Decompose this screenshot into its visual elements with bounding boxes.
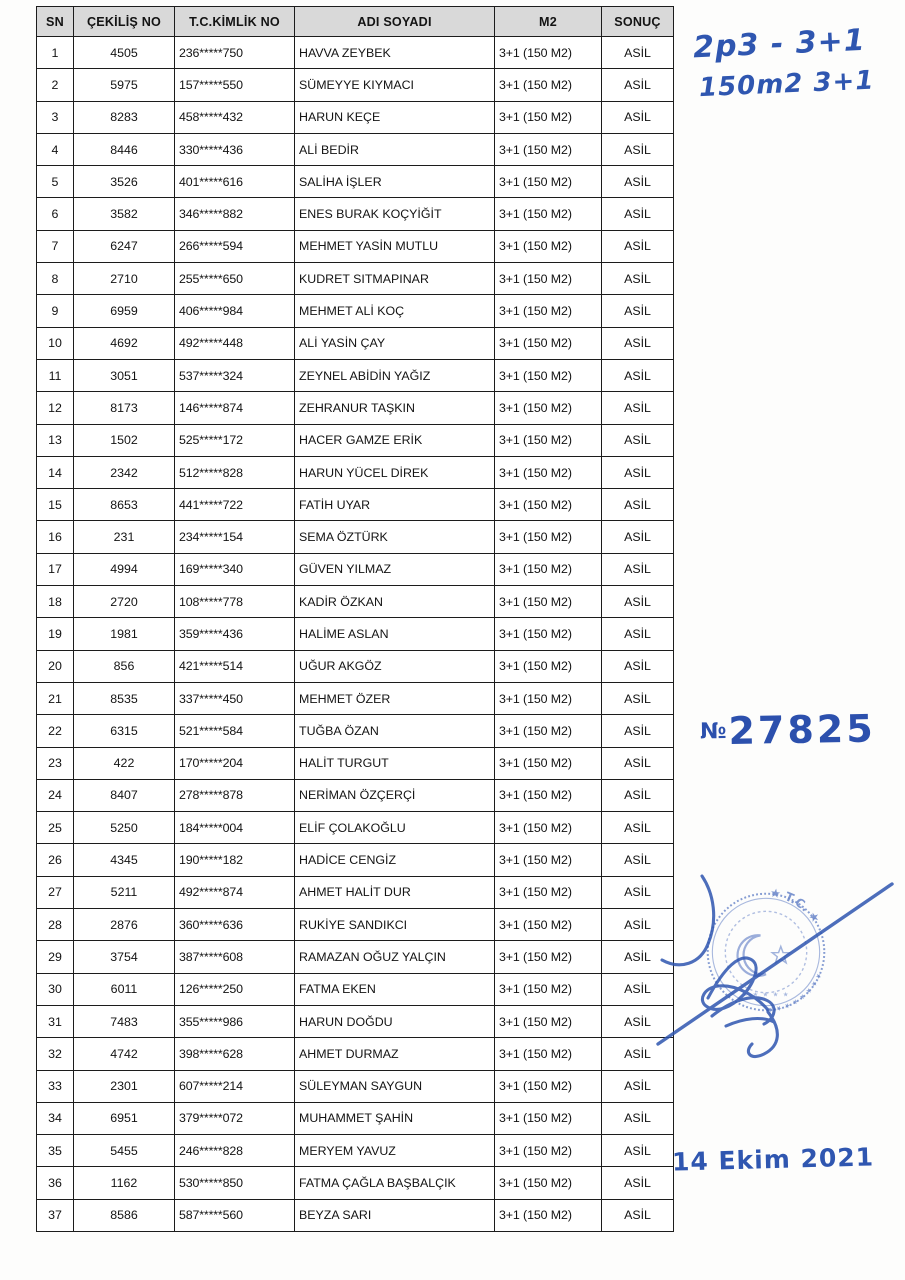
cell-cekilis-no: 422 xyxy=(74,747,175,779)
table-row xyxy=(37,779,674,811)
cell-tc-kimlik-no: 126*****250 xyxy=(175,973,295,1005)
cell-m2: 3+1 (150 M2) xyxy=(495,166,602,198)
cell-m2: 3+1 (150 M2) xyxy=(495,586,602,618)
cell-tc-kimlik-no: 169*****340 xyxy=(175,553,295,585)
cell-cekilis-no: 5211 xyxy=(74,876,175,908)
cell-m2: 3+1 (150 M2) xyxy=(495,263,602,295)
cell-adi-soyadi: ENES BURAK KOÇYİĞİT xyxy=(295,198,495,230)
official-seal-icon xyxy=(692,878,840,1026)
cell-sn: 36 xyxy=(37,1167,74,1199)
table-row xyxy=(37,586,674,618)
cell-sn: 30 xyxy=(37,973,74,1005)
cell-sonuc: ASİL xyxy=(602,133,674,165)
table-row xyxy=(37,198,674,230)
cell-sn: 34 xyxy=(37,1102,74,1134)
cell-sn: 14 xyxy=(37,456,74,488)
cell-sonuc: ASİL xyxy=(602,456,674,488)
cell-adi-soyadi: MEHMET ÖZER xyxy=(295,682,495,714)
table-row xyxy=(37,682,674,714)
table-row xyxy=(37,812,674,844)
cell-sonuc: ASİL xyxy=(602,747,674,779)
cell-cekilis-no: 4692 xyxy=(74,327,175,359)
cell-sn: 26 xyxy=(37,844,74,876)
cell-adi-soyadi: ALİ YASİN ÇAY xyxy=(295,327,495,359)
column-header-sonuc: SONUÇ xyxy=(602,7,674,37)
cell-sonuc: ASİL xyxy=(602,812,674,844)
cell-cekilis-no: 6247 xyxy=(74,230,175,262)
cell-adi-soyadi: ALİ BEDİR xyxy=(295,133,495,165)
cell-tc-kimlik-no: 421*****514 xyxy=(175,650,295,682)
cell-adi-soyadi: AHMET HALİT DUR xyxy=(295,876,495,908)
cell-adi-soyadi: SEMA ÖZTÜRK xyxy=(295,521,495,553)
date-stamp: 14 Ekim 2021 xyxy=(671,1142,875,1177)
cell-sn: 17 xyxy=(37,553,74,585)
table-row xyxy=(37,37,674,69)
svg-text:★ ★ ★ ★ ★: ★ ★ ★ ★ ★ xyxy=(742,990,790,999)
cell-m2: 3+1 (150 M2) xyxy=(495,133,602,165)
cell-sonuc: ASİL xyxy=(602,909,674,941)
cell-cekilis-no: 1162 xyxy=(74,1167,175,1199)
cell-sonuc: ASİL xyxy=(602,553,674,585)
cell-tc-kimlik-no: 492*****874 xyxy=(175,876,295,908)
cell-adi-soyadi: HARUN KEÇE xyxy=(295,101,495,133)
cell-sn: 29 xyxy=(37,941,74,973)
cell-m2: 3+1 (150 M2) xyxy=(495,359,602,391)
cell-cekilis-no: 4505 xyxy=(74,37,175,69)
table-header-row xyxy=(37,7,674,37)
cell-m2: 3+1 (150 M2) xyxy=(495,37,602,69)
cell-adi-soyadi: SALİHA İŞLER xyxy=(295,166,495,198)
cell-tc-kimlik-no: 266*****594 xyxy=(175,230,295,262)
cell-m2: 3+1 (150 M2) xyxy=(495,618,602,650)
cell-sn: 20 xyxy=(37,650,74,682)
table-row xyxy=(37,650,674,682)
cell-cekilis-no: 8446 xyxy=(74,133,175,165)
table-row xyxy=(37,618,674,650)
cell-sonuc: ASİL xyxy=(602,69,674,101)
table-row xyxy=(37,715,674,747)
cell-sonuc: ASİL xyxy=(602,392,674,424)
cell-sn: 31 xyxy=(37,1005,74,1037)
cell-tc-kimlik-no: 108*****778 xyxy=(175,586,295,618)
cell-m2: 3+1 (150 M2) xyxy=(495,1199,602,1231)
cell-sn: 6 xyxy=(37,198,74,230)
cell-sn: 13 xyxy=(37,424,74,456)
table-row xyxy=(37,1070,674,1102)
cell-sonuc: ASİL xyxy=(602,586,674,618)
table-header xyxy=(37,7,674,37)
cell-cekilis-no: 1981 xyxy=(74,618,175,650)
cell-sn: 25 xyxy=(37,812,74,844)
cell-m2: 3+1 (150 M2) xyxy=(495,1167,602,1199)
cell-cekilis-no: 4994 xyxy=(74,553,175,585)
cell-sonuc: ASİL xyxy=(602,198,674,230)
cell-m2: 3+1 (150 M2) xyxy=(495,521,602,553)
cell-m2: 3+1 (150 M2) xyxy=(495,456,602,488)
cell-tc-kimlik-no: 359*****436 xyxy=(175,618,295,650)
cell-sn: 5 xyxy=(37,166,74,198)
cell-cekilis-no: 5975 xyxy=(74,69,175,101)
cell-sn: 15 xyxy=(37,489,74,521)
cell-adi-soyadi: MUHAMMET ŞAHİN xyxy=(295,1102,495,1134)
cell-sn: 9 xyxy=(37,295,74,327)
cell-cekilis-no: 7483 xyxy=(74,1005,175,1037)
cell-sn: 19 xyxy=(37,618,74,650)
cell-m2: 3+1 (150 M2) xyxy=(495,844,602,876)
cell-sn: 1 xyxy=(37,37,74,69)
cell-sonuc: ASİL xyxy=(602,166,674,198)
cell-tc-kimlik-no: 170*****204 xyxy=(175,747,295,779)
cell-tc-kimlik-no: 387*****608 xyxy=(175,941,295,973)
cell-sonuc: ASİL xyxy=(602,37,674,69)
cell-sn: 22 xyxy=(37,715,74,747)
cell-sn: 28 xyxy=(37,909,74,941)
cell-sn: 7 xyxy=(37,230,74,262)
table-row xyxy=(37,909,674,941)
cell-cekilis-no: 1502 xyxy=(74,424,175,456)
cell-cekilis-no: 4742 xyxy=(74,1038,175,1070)
table-row xyxy=(37,844,674,876)
cell-adi-soyadi: RAMAZAN OĞUZ YALÇIN xyxy=(295,941,495,973)
cell-sn: 12 xyxy=(37,392,74,424)
cell-sonuc: ASİL xyxy=(602,424,674,456)
column-header-sn: SN xyxy=(37,7,74,37)
cell-cekilis-no: 2876 xyxy=(74,909,175,941)
cell-adi-soyadi: HAVVA ZEYBEK xyxy=(295,37,495,69)
cell-sonuc: ASİL xyxy=(602,715,674,747)
cell-adi-soyadi: KUDRET SITMAPINAR xyxy=(295,263,495,295)
cell-tc-kimlik-no: 587*****560 xyxy=(175,1199,295,1231)
roster-table xyxy=(36,6,674,1232)
cell-m2: 3+1 (150 M2) xyxy=(495,812,602,844)
cell-tc-kimlik-no: 401*****616 xyxy=(175,166,295,198)
cell-sn: 3 xyxy=(37,101,74,133)
cell-sonuc: ASİL xyxy=(602,295,674,327)
cell-cekilis-no: 6951 xyxy=(74,1102,175,1134)
table-row xyxy=(37,973,674,1005)
cell-m2: 3+1 (150 M2) xyxy=(495,295,602,327)
cell-adi-soyadi: ZEHRANUR TAŞKIN xyxy=(295,392,495,424)
table-row xyxy=(37,101,674,133)
cell-adi-soyadi: RUKİYE SANDIKCI xyxy=(295,909,495,941)
table-row xyxy=(37,1005,674,1037)
cell-sn: 27 xyxy=(37,876,74,908)
cell-sonuc: ASİL xyxy=(602,1070,674,1102)
cell-m2: 3+1 (150 M2) xyxy=(495,101,602,133)
cell-m2: 3+1 (150 M2) xyxy=(495,909,602,941)
cell-m2: 3+1 (150 M2) xyxy=(495,198,602,230)
svg-text:★ ★ ★ ★ ★ ★ ★ ★: ★ ★ ★ ★ ★ ★ ★ ★ xyxy=(766,971,824,1014)
cell-adi-soyadi: BEYZA SARI xyxy=(295,1199,495,1231)
table-row xyxy=(37,876,674,908)
table-body xyxy=(37,37,674,1232)
cell-tc-kimlik-no: 607*****214 xyxy=(175,1070,295,1102)
cell-adi-soyadi: UĞUR AKGÖZ xyxy=(295,650,495,682)
cell-sonuc: ASİL xyxy=(602,359,674,391)
cell-cekilis-no: 231 xyxy=(74,521,175,553)
cell-tc-kimlik-no: 360*****636 xyxy=(175,909,295,941)
cell-adi-soyadi: HACER GAMZE ERİK xyxy=(295,424,495,456)
cell-adi-soyadi: SÜMEYYE KIYMACI xyxy=(295,69,495,101)
cell-m2: 3+1 (150 M2) xyxy=(495,941,602,973)
cell-sonuc: ASİL xyxy=(602,682,674,714)
cell-tc-kimlik-no: 525*****172 xyxy=(175,424,295,456)
cell-m2: 3+1 (150 M2) xyxy=(495,327,602,359)
cell-sonuc: ASİL xyxy=(602,327,674,359)
cell-adi-soyadi: FATMA ÇAĞLA BAŞBALÇIK xyxy=(295,1167,495,1199)
cell-sn: 11 xyxy=(37,359,74,391)
signature-mark xyxy=(640,848,905,1078)
cell-cekilis-no: 856 xyxy=(74,650,175,682)
table-row xyxy=(37,747,674,779)
cell-cekilis-no: 8407 xyxy=(74,779,175,811)
cell-sonuc: ASİL xyxy=(602,1199,674,1231)
cell-sn: 37 xyxy=(37,1199,74,1231)
cell-sn: 10 xyxy=(37,327,74,359)
cell-sonuc: ASİL xyxy=(602,876,674,908)
table-row xyxy=(37,69,674,101)
cell-cekilis-no: 6011 xyxy=(74,973,175,1005)
cell-m2: 3+1 (150 M2) xyxy=(495,1102,602,1134)
handwritten-note xyxy=(692,18,895,108)
cell-m2: 3+1 (150 M2) xyxy=(495,1038,602,1070)
cell-sn: 21 xyxy=(37,682,74,714)
cell-tc-kimlik-no: 406*****984 xyxy=(175,295,295,327)
table-row xyxy=(37,392,674,424)
cell-tc-kimlik-no: 146*****874 xyxy=(175,392,295,424)
cell-sonuc: ASİL xyxy=(602,779,674,811)
cell-adi-soyadi: HALİT TURGUT xyxy=(295,747,495,779)
cell-cekilis-no: 2301 xyxy=(74,1070,175,1102)
cell-cekilis-no: 8283 xyxy=(74,101,175,133)
cell-adi-soyadi: MERYEM YAVUZ xyxy=(295,1135,495,1167)
table-row xyxy=(37,1102,674,1134)
table-row xyxy=(37,1038,674,1070)
cell-sn: 23 xyxy=(37,747,74,779)
cell-tc-kimlik-no: 512*****828 xyxy=(175,456,295,488)
cell-tc-kimlik-no: 246*****828 xyxy=(175,1135,295,1167)
cell-tc-kimlik-no: 190*****182 xyxy=(175,844,295,876)
table-row xyxy=(37,521,674,553)
table-row xyxy=(37,327,674,359)
cell-tc-kimlik-no: 355*****986 xyxy=(175,1005,295,1037)
cell-sn: 32 xyxy=(37,1038,74,1070)
cell-sonuc: ASİL xyxy=(602,230,674,262)
table-row xyxy=(37,359,674,391)
cell-adi-soyadi: AHMET DURMAZ xyxy=(295,1038,495,1070)
cell-adi-soyadi: HARUN YÜCEL DİREK xyxy=(295,456,495,488)
cell-cekilis-no: 8586 xyxy=(74,1199,175,1231)
table-row xyxy=(37,1199,674,1231)
cell-cekilis-no: 8173 xyxy=(74,392,175,424)
cell-sonuc: ASİL xyxy=(602,1005,674,1037)
column-header-adi-soyadi: ADI SOYADI xyxy=(295,7,495,37)
column-header-m2: M2 xyxy=(495,7,602,37)
cell-adi-soyadi: MEHMET YASİN MUTLU xyxy=(295,230,495,262)
cell-adi-soyadi: ELİF ÇOLAKOĞLU xyxy=(295,812,495,844)
cell-cekilis-no: 5250 xyxy=(74,812,175,844)
cell-cekilis-no: 2720 xyxy=(74,586,175,618)
cell-cekilis-no: 8535 xyxy=(74,682,175,714)
cell-sn: 4 xyxy=(37,133,74,165)
cell-adi-soyadi: FATMA EKEN xyxy=(295,973,495,1005)
cell-cekilis-no: 4345 xyxy=(74,844,175,876)
cell-m2: 3+1 (150 M2) xyxy=(495,1135,602,1167)
cell-tc-kimlik-no: 441*****722 xyxy=(175,489,295,521)
table-row xyxy=(37,1135,674,1167)
cell-m2: 3+1 (150 M2) xyxy=(495,230,602,262)
table-row xyxy=(37,424,674,456)
cell-tc-kimlik-no: 492*****448 xyxy=(175,327,295,359)
cell-adi-soyadi: HARUN DOĞDU xyxy=(295,1005,495,1037)
cell-adi-soyadi: HADİCE CENGİZ xyxy=(295,844,495,876)
table-row xyxy=(37,133,674,165)
table-row xyxy=(37,295,674,327)
cell-sonuc: ASİL xyxy=(602,844,674,876)
cell-sn: 33 xyxy=(37,1070,74,1102)
cell-m2: 3+1 (150 M2) xyxy=(495,553,602,585)
cell-cekilis-no: 2342 xyxy=(74,456,175,488)
cell-tc-kimlik-no: 234*****154 xyxy=(175,521,295,553)
cell-adi-soyadi: MEHMET ALİ KOÇ xyxy=(295,295,495,327)
column-header-tc-kimlik-no: T.C.KİMLİK NO xyxy=(175,7,295,37)
cell-sn: 16 xyxy=(37,521,74,553)
cell-tc-kimlik-no: 521*****584 xyxy=(175,715,295,747)
table-row xyxy=(37,489,674,521)
cell-tc-kimlik-no: 236*****750 xyxy=(175,37,295,69)
cell-sonuc: ASİL xyxy=(602,1038,674,1070)
handwritten-note-line-1: 2p3 - 3+1 xyxy=(692,22,867,66)
table-row xyxy=(37,553,674,585)
cell-tc-kimlik-no: 346*****882 xyxy=(175,198,295,230)
cell-tc-kimlik-no: 184*****004 xyxy=(175,812,295,844)
cell-tc-kimlik-no: 537*****324 xyxy=(175,359,295,391)
cell-sn: 35 xyxy=(37,1135,74,1167)
cell-sonuc: ASİL xyxy=(602,618,674,650)
cell-m2: 3+1 (150 M2) xyxy=(495,876,602,908)
cell-adi-soyadi: FATİH UYAR xyxy=(295,489,495,521)
document-number-value: 27825 xyxy=(728,706,877,754)
document-number-stamp xyxy=(700,706,876,753)
cell-adi-soyadi: GÜVEN YILMAZ xyxy=(295,553,495,585)
cell-cekilis-no: 2710 xyxy=(74,263,175,295)
table-row xyxy=(37,166,674,198)
cell-sonuc: ASİL xyxy=(602,263,674,295)
cell-adi-soyadi: KADİR ÖZKAN xyxy=(295,586,495,618)
cell-m2: 3+1 (150 M2) xyxy=(495,69,602,101)
cell-sonuc: ASİL xyxy=(602,941,674,973)
cell-cekilis-no: 3526 xyxy=(74,166,175,198)
cell-tc-kimlik-no: 458*****432 xyxy=(175,101,295,133)
cell-sonuc: ASİL xyxy=(602,1102,674,1134)
column-header-cekilis-no: ÇEKİLİŞ NO xyxy=(74,7,175,37)
cell-tc-kimlik-no: 530*****850 xyxy=(175,1167,295,1199)
cell-sonuc: ASİL xyxy=(602,489,674,521)
handwritten-note-line-2: 150m2 3+1 xyxy=(698,65,875,103)
cell-m2: 3+1 (150 M2) xyxy=(495,392,602,424)
cell-tc-kimlik-no: 330*****436 xyxy=(175,133,295,165)
cell-m2: 3+1 (150 M2) xyxy=(495,650,602,682)
cell-tc-kimlik-no: 255*****650 xyxy=(175,263,295,295)
cell-m2: 3+1 (150 M2) xyxy=(495,489,602,521)
cell-cekilis-no: 6315 xyxy=(74,715,175,747)
roster-table-container xyxy=(36,6,673,1232)
cell-sonuc: ASİL xyxy=(602,973,674,1005)
cell-tc-kimlik-no: 278*****878 xyxy=(175,779,295,811)
cell-sn: 24 xyxy=(37,779,74,811)
cell-sonuc: ASİL xyxy=(602,101,674,133)
cell-cekilis-no: 3754 xyxy=(74,941,175,973)
cell-tc-kimlik-no: 398*****628 xyxy=(175,1038,295,1070)
cell-sonuc: ASİL xyxy=(602,521,674,553)
cell-cekilis-no: 5455 xyxy=(74,1135,175,1167)
cell-m2: 3+1 (150 M2) xyxy=(495,1005,602,1037)
cell-cekilis-no: 8653 xyxy=(74,489,175,521)
cell-sonuc: ASİL xyxy=(602,1135,674,1167)
cell-adi-soyadi: SÜLEYMAN SAYGUN xyxy=(295,1070,495,1102)
table-row xyxy=(37,941,674,973)
table-row xyxy=(37,456,674,488)
cell-m2: 3+1 (150 M2) xyxy=(495,779,602,811)
cell-sn: 8 xyxy=(37,263,74,295)
table-row xyxy=(37,1167,674,1199)
cell-tc-kimlik-no: 337*****450 xyxy=(175,682,295,714)
cell-m2: 3+1 (150 M2) xyxy=(495,1070,602,1102)
svg-text:★ T.C. ★: ★ T.C. ★ xyxy=(769,885,824,926)
table-row xyxy=(37,230,674,262)
cell-tc-kimlik-no: 379*****072 xyxy=(175,1102,295,1134)
cell-m2: 3+1 (150 M2) xyxy=(495,424,602,456)
table-row xyxy=(37,263,674,295)
document-number-prefix: № xyxy=(699,719,727,745)
cell-cekilis-no: 6959 xyxy=(74,295,175,327)
cell-adi-soyadi: HALİME ASLAN xyxy=(295,618,495,650)
cell-m2: 3+1 (150 M2) xyxy=(495,715,602,747)
cell-sonuc: ASİL xyxy=(602,650,674,682)
cell-m2: 3+1 (150 M2) xyxy=(495,682,602,714)
cell-adi-soyadi: TUĞBA ÖZAN xyxy=(295,715,495,747)
cell-adi-soyadi: NERİMAN ÖZÇERÇİ xyxy=(295,779,495,811)
cell-m2: 3+1 (150 M2) xyxy=(495,973,602,1005)
cell-sn: 2 xyxy=(37,69,74,101)
cell-cekilis-no: 3582 xyxy=(74,198,175,230)
cell-tc-kimlik-no: 157*****550 xyxy=(175,69,295,101)
cell-cekilis-no: 3051 xyxy=(74,359,175,391)
cell-m2: 3+1 (150 M2) xyxy=(495,747,602,779)
cell-sn: 18 xyxy=(37,586,74,618)
cell-adi-soyadi: ZEYNEL ABİDİN YAĞIZ xyxy=(295,359,495,391)
cell-sonuc: ASİL xyxy=(602,1167,674,1199)
